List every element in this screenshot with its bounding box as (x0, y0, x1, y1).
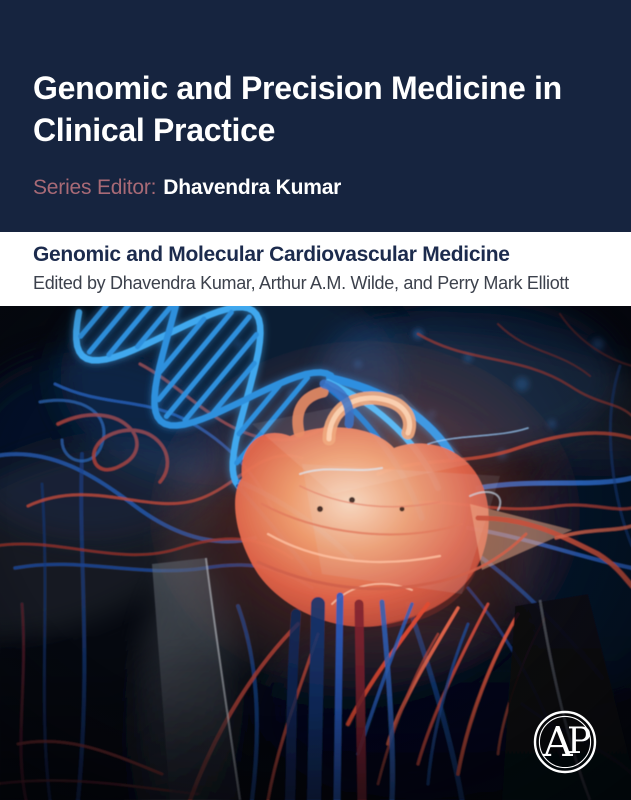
logo-letter-a: A (543, 718, 573, 766)
logo-letter-p: P (567, 721, 592, 762)
cover-artwork-svg (0, 306, 631, 800)
series-editor-line (33, 176, 601, 200)
series-editor-name: Dhavendra Kumar (163, 175, 342, 199)
cover-artwork (0, 306, 631, 800)
volume-title: Genomic and Molecular Cardiovascular Medicine (33, 243, 510, 266)
editors-line: Edited by Dhavendra Kumar, Arthur A.M. Wilde, and Perry Mark Elliott (33, 273, 569, 293)
series-title: Genomic and Precision Medicine in Clinical Practice (33, 70, 562, 148)
cover-header (0, 0, 631, 232)
volume-band (0, 232, 631, 306)
academic-press-logo (535, 712, 595, 772)
series-editor-label: Series Editor: (33, 175, 157, 199)
vignette (0, 306, 631, 800)
